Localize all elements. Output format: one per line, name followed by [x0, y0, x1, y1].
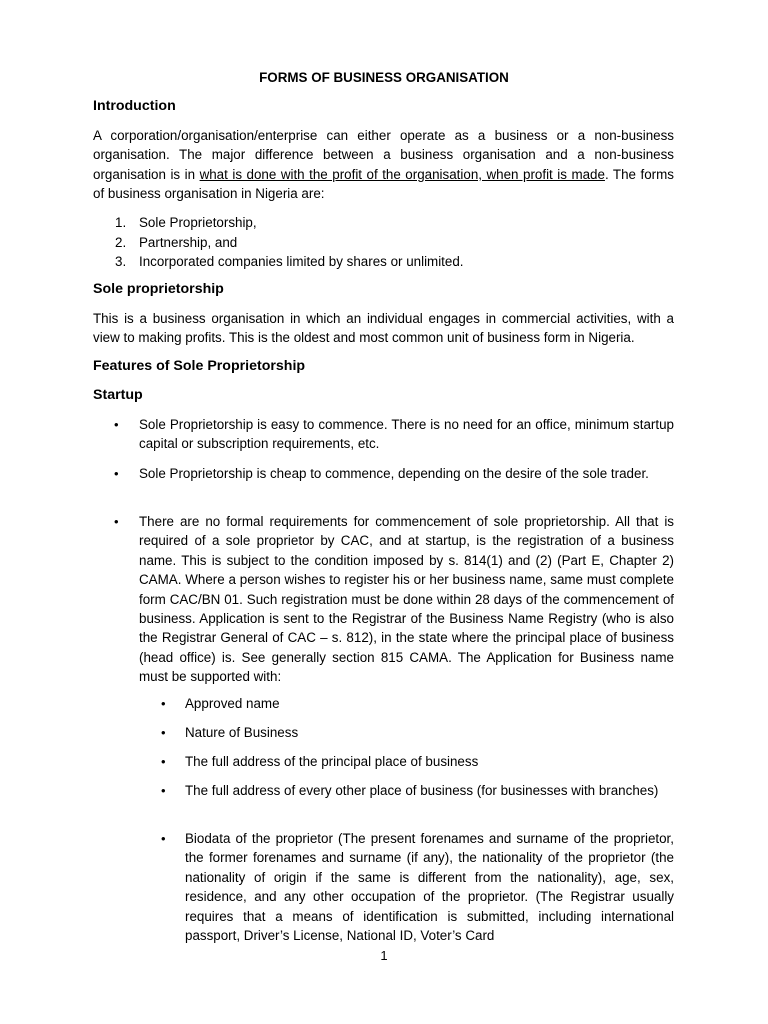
document-title: FORMS OF BUSINESS ORGANISATION — [259, 70, 509, 85]
list-item-text: Partnership, and — [139, 234, 238, 250]
list-item-text: Sole Proprietorship, — [139, 215, 257, 230]
list-item-number: 1. — [115, 215, 127, 230]
sub-bullet-item: The full address of every other place of business (for businesses with branches) — [185, 783, 659, 798]
features-heading: Features of Sole Proprietorship — [93, 358, 306, 374]
list-item-number: 3. — [115, 254, 127, 269]
sole-proprietorship-paragraph: This is a business organisation in which an individual engages in commercial activities, with a view to making profits. This is the oldest and most common unit of business form in Nigeria. — [93, 311, 674, 346]
list-item-number: 2. — [115, 234, 127, 250]
introduction-paragraph — [93, 126, 674, 204]
intro-text-after: . The forms of business organisation in Nigeria are: — [93, 166, 674, 202]
list-item — [93, 252, 674, 272]
startup-heading: Startup — [93, 387, 143, 403]
sub-bullet-item: Approved name — [185, 696, 280, 711]
bullet-item: There are no formal requirements for commencement of sole proprietorship. All that is required of a sole proprietor by CAC, and at startup, is the registration of a business name. This is subject to the condition imposed by s. 814(1) and (2) (Part E, Chapter 2) CAMA. Where a person wishes to register his or her business name, same must complete form CAC/BN 01. Such registration must be done within 28 days of the commencement of business. Application is sent to the Registrar of the Business Name Registry (who is also the Registrar General of CAC – s. 812), in the state where the principal place of business (head office) is. See generally section 815 CAMA. The Application for Business name must be supported with: — [139, 514, 674, 685]
bullet-icon: • — [161, 783, 166, 798]
bullet-icon: • — [114, 466, 119, 481]
list-item — [93, 213, 674, 233]
forms-list — [93, 213, 674, 272]
introduction-heading: Introduction — [93, 98, 176, 114]
sub-bullet-item: The full address of the principal place of business — [185, 754, 479, 769]
bullet-item: Sole Proprietorship is easy to commence. There is no need for an office, minimum startup capital or subscription requirements, etc. — [139, 417, 674, 452]
bullet-icon: • — [161, 754, 166, 769]
list-item-text: Incorporated companies limited by shares or unlimited. — [139, 254, 464, 269]
bullet-icon: • — [161, 696, 166, 711]
bullet-icon: • — [161, 725, 166, 740]
sole-proprietorship-heading: Sole proprietorship — [93, 281, 224, 297]
list-item — [93, 233, 674, 253]
bullet-icon: • — [114, 417, 119, 432]
bullet-icon: • — [161, 831, 166, 846]
intro-text-before: A corporation/organisation/enterprise can either operate as a business or a non-business organisation. The major difference between a business organisation and a non-business organisation is in — [93, 128, 674, 182]
intro-text-underlined: what is done with the profit of the organisation, when profit is made — [199, 166, 605, 182]
page-number: 1 — [380, 948, 388, 963]
bullet-item: Sole Proprietorship is cheap to commence, depending on the desire of the sole trader. — [139, 466, 649, 481]
sub-bullet-item: Nature of Business — [185, 725, 299, 740]
sub-bullet-item: Biodata of the proprietor (The present forenames and surname of the proprietor, the former forenames and surname (if any), the nationality of the proprietor (the nationality of origin if the same is different from the nationality), age, sex, residence, and any other occupation of the proprietor. (The Registrar usually requires that a means of identification is submitted, including international passport, Driver’s License, National ID, Voter’s Card — [185, 831, 674, 944]
bullet-icon: • — [114, 514, 119, 529]
